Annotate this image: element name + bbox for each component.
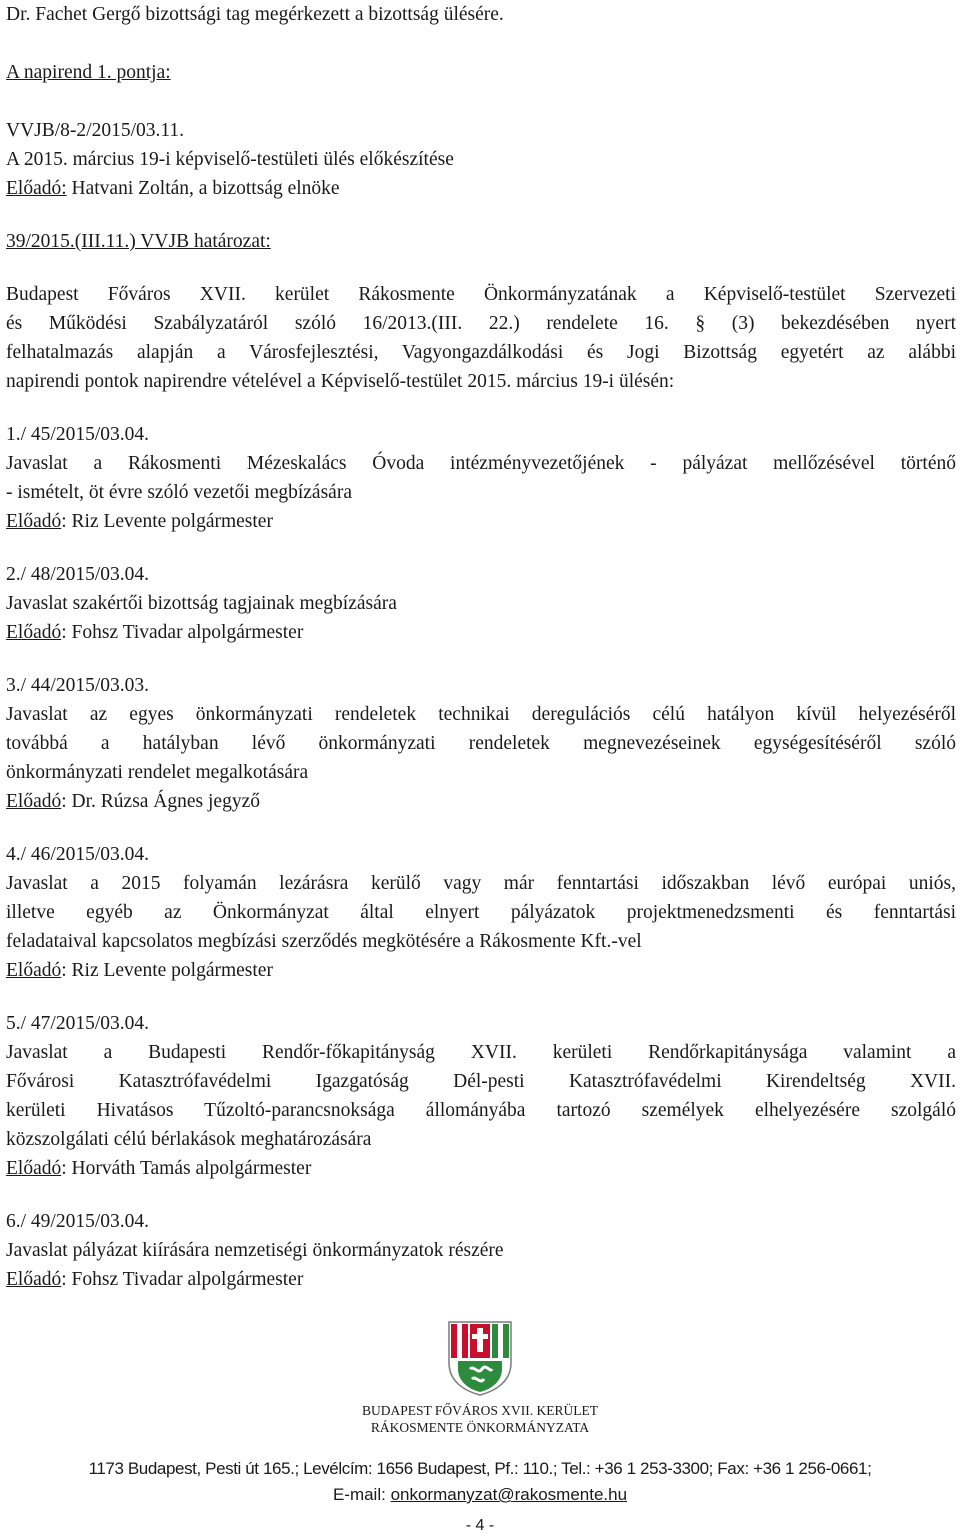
agenda-item (6, 840, 956, 985)
footer-address: 1173 Budapest, Pesti út 165.; Levélcím: 1656 Budapest, Pf.: 110.; Tel.: +36 1 253-3300; Fax: +36 1 256-0661; (88, 1459, 872, 1478)
agenda-item-line: - ismételt, öt évre szóló vezetői megbízására (6, 482, 352, 503)
page-number: - 4 - (465, 1517, 495, 1534)
agenda-item-line: feladataival kapcsolatos megbízási szerződés megkötésére a Rákosmente Kft.-vel (6, 931, 642, 952)
agenda-item-line: Javaslat az egyes önkormányzati rendeletek technikai deregulációs célú hatályon kívül helyezéséről (6, 704, 956, 725)
presenter-label: Előadó (6, 960, 62, 981)
agenda-item-presenter (6, 787, 956, 816)
document-page (6, 0, 956, 1294)
agenda-item-number: 6./ 49/2015/03.04. (6, 1211, 150, 1232)
presenter-label: Előadó (6, 1158, 62, 1179)
agenda-item-number: 5./ 47/2015/03.04. (6, 1013, 150, 1034)
arrival-note: Dr. Fachet Gergő bizottsági tag megérkezett a bizottság ülésére. (6, 4, 504, 25)
presenter-name: Hatvani Zoltán, a bizottság elnöke (66, 178, 340, 199)
agenda-item (6, 420, 956, 536)
resolution-line: napirendi pontok napirendre vételével a Képviselő-testület 2015. március 19-i ülésén: (6, 371, 675, 392)
presenter-label: Előadó (6, 511, 62, 532)
org-caption (0, 1402, 960, 1436)
agenda-item-line: továbbá a hatályban lévő önkormányzati rendeletek megnevezéseinek egységesítéséről szóló (6, 733, 956, 754)
agenda-item (6, 560, 956, 647)
agenda-item-number: 2./ 48/2015/03.04. (6, 564, 150, 585)
agenda-item-line: Javaslat szakértői bizottság tagjainak megbízására (6, 593, 397, 614)
agenda-item-number: 3./ 44/2015/03.03. (6, 675, 150, 696)
agenda-item-line: Javaslat a 2015 folyamán lezárásra kerülő vagy már fenntartási időszakban lévő európai uniós, (6, 873, 956, 894)
agenda-item (6, 671, 956, 816)
presenter-label: Előadó: (6, 178, 67, 199)
presenter-name: : Fohsz Tivadar alpolgármester (61, 1269, 304, 1290)
agenda-item (6, 1207, 956, 1294)
agenda-point-heading: A napirend 1. pontja: (6, 62, 171, 83)
agenda-item-line: közszolgálati célú bérlakások meghatározására (6, 1129, 372, 1150)
agenda-item-presenter (6, 1154, 956, 1183)
presenter-name: : Riz Levente polgármester (61, 960, 273, 981)
agenda-item-line: illetve egyéb az Önkormányzat által elnyert pályázatok projektmenedzsmenti és fenntartási (6, 902, 956, 923)
agenda-item-presenter (6, 1265, 956, 1294)
presenter-name: : Horváth Tamás alpolgármester (61, 1158, 312, 1179)
presenter-label: Előadó (6, 1269, 62, 1290)
footer-email (0, 1483, 960, 1507)
agenda-item-number: 4./ 46/2015/03.04. (6, 844, 150, 865)
presenter-label: Előadó (6, 791, 62, 812)
resolution-line: Budapest Főváros XVII. kerület Rákosmente Önkormányzatának a Képviselő-testület Szervezeti (6, 284, 956, 305)
item-code: VVJB/8-2/2015/03.11. (6, 120, 185, 141)
agenda-item-number: 1./ 45/2015/03.04. (6, 424, 150, 445)
presenter-name: : Riz Levente polgármester (61, 511, 273, 532)
agenda-item-line: kerületi Hivatásos Tűzoltó-parancsnoksága állományába tartozó személyek elhelyezésére szolgáló (6, 1100, 956, 1121)
email-link[interactable]: onkormanyzat@rakosmente.hu (390, 1485, 628, 1504)
presenter-name: : Fohsz Tivadar alpolgármester (61, 622, 304, 643)
agenda-item-presenter (6, 618, 956, 647)
agenda-item-line: Javaslat pályázat kiírására nemzetiségi önkormányzatok részére (6, 1240, 504, 1261)
email-label: E-mail: (332, 1485, 391, 1504)
resolution-line: és Működési Szabályzatáról szóló 16/2013.(III. 22.) rendelete 16. § (3) bekezdésében nyert (6, 313, 956, 334)
coat-of-arms-icon (446, 1319, 514, 1397)
agenda-item-line: Javaslat a Rákosmenti Mézeskalács Óvoda intézményvezetőjének - pályázat mellőzésével történő (6, 453, 956, 474)
org-caption-line: RÁKOSMENTE ÖNKORMÁNYZATA (370, 1420, 590, 1435)
resolution-text (6, 280, 956, 396)
org-caption-line: BUDAPEST FŐVÁROS XVII. KERÜLET (361, 1403, 598, 1418)
agenda-item (6, 1009, 956, 1183)
item-title: A 2015. március 19-i képviselő-testületi ülés előkészítése (6, 149, 454, 170)
agenda-item-line: önkormányzati rendelet megalkotására (6, 762, 309, 783)
agenda-item-line: Fővárosi Katasztrófavédelmi Igazgatóság Dél-pesti Katasztrófavédelmi Kirendeltség XVII. (6, 1071, 956, 1092)
item-presenter (6, 174, 956, 203)
agenda-item-presenter (6, 956, 956, 985)
agenda-item-presenter (6, 507, 956, 536)
presenter-label: Előadó (6, 622, 62, 643)
resolution-heading: 39/2015.(III.11.) VVJB határozat: (6, 231, 271, 252)
agenda-item-line: Javaslat a Budapesti Rendőr-főkapitányság XVII. kerületi Rendőrkapitánysága valamint a (6, 1042, 956, 1063)
resolution-line: felhatalmazás alapján a Városfejlesztési, Vagyongazdálkodási és Jogi Bizottság egyetért az alábbi (6, 342, 956, 363)
presenter-name: : Dr. Rúzsa Ágnes jegyző (61, 791, 260, 812)
